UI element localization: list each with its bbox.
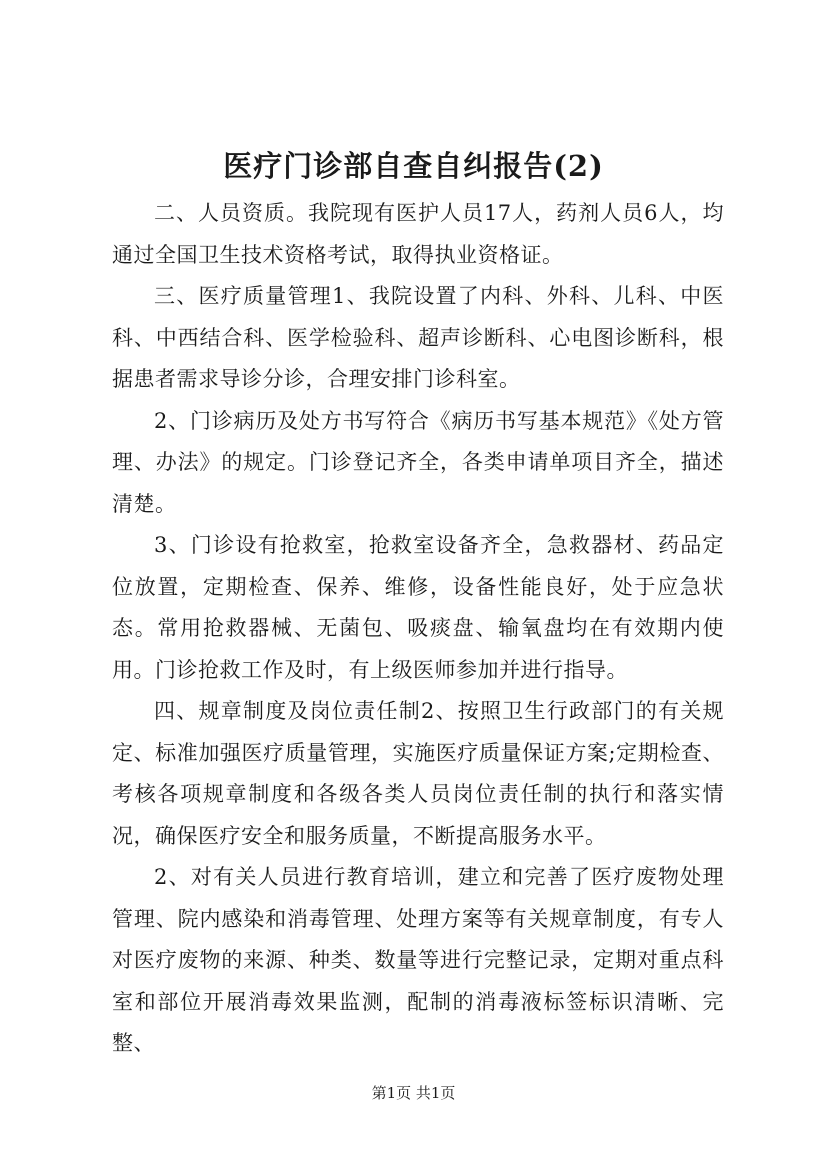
document-body [112, 193, 724, 1065]
paragraph-quality-management: 三、医疗质量管理1、我院设置了内科、外科、儿科、中医科、中西结合科、医学检验科、超声诊断科、心电图诊断科，根据患者需求导诊分诊，合理安排门诊科室。 [112, 284, 724, 391]
paragraph-medical-records: 2、门诊病历及处方书写符合《病历书写基本规范》《处方管理、办法》的规定。门诊登记齐全，各类申请单项目齐全，描述清楚。 [112, 408, 724, 516]
paragraph-regulations: 四、规章制度及岗位责任制2、按照卫生行政部门的有关规定、标准加强医疗质量管理，实施医疗质量保证方案;定期检查、考核各项规章制度和各级各类人员岗位责任制的执行和落实情况，确保医疗安全和服务质量，不断提高服务水平。 [112, 699, 724, 848]
paragraph-personnel-qualification: 二、人员资质。我院现有医护人员17人，药剂人员6人，均通过全国卫生技术资格考试，取得执业资格证。 [112, 201, 724, 267]
page-number-footer: 第1页 共1页 [371, 1084, 456, 1102]
paragraph-training-waste: 2、对有关人员进行教育培训，建立和完善了医疗废物处理管理、院内感染和消毒管理、处理方案等有关规章制度，有专人对医疗废物的来源、种类、数量等进行完整记录，定期对重点科室和部位开展消毒效果监测，配制的消毒液标签标识清晰、完整、 [112, 865, 724, 1055]
document-title: 医疗门诊部自查自纠报告(2) [223, 149, 604, 183]
paragraph-emergency-room: 3、门诊设有抢救室，抢救室设备齐全，急救器材、药品定位放置，定期检查、保养、维修，设备性能良好，处于应急状态。常用抢救器械、无菌包、吸痰盘、输氧盘均在有效期内使用。门诊抢救工作及时，有上级医师参加并进行指导。 [112, 533, 724, 682]
